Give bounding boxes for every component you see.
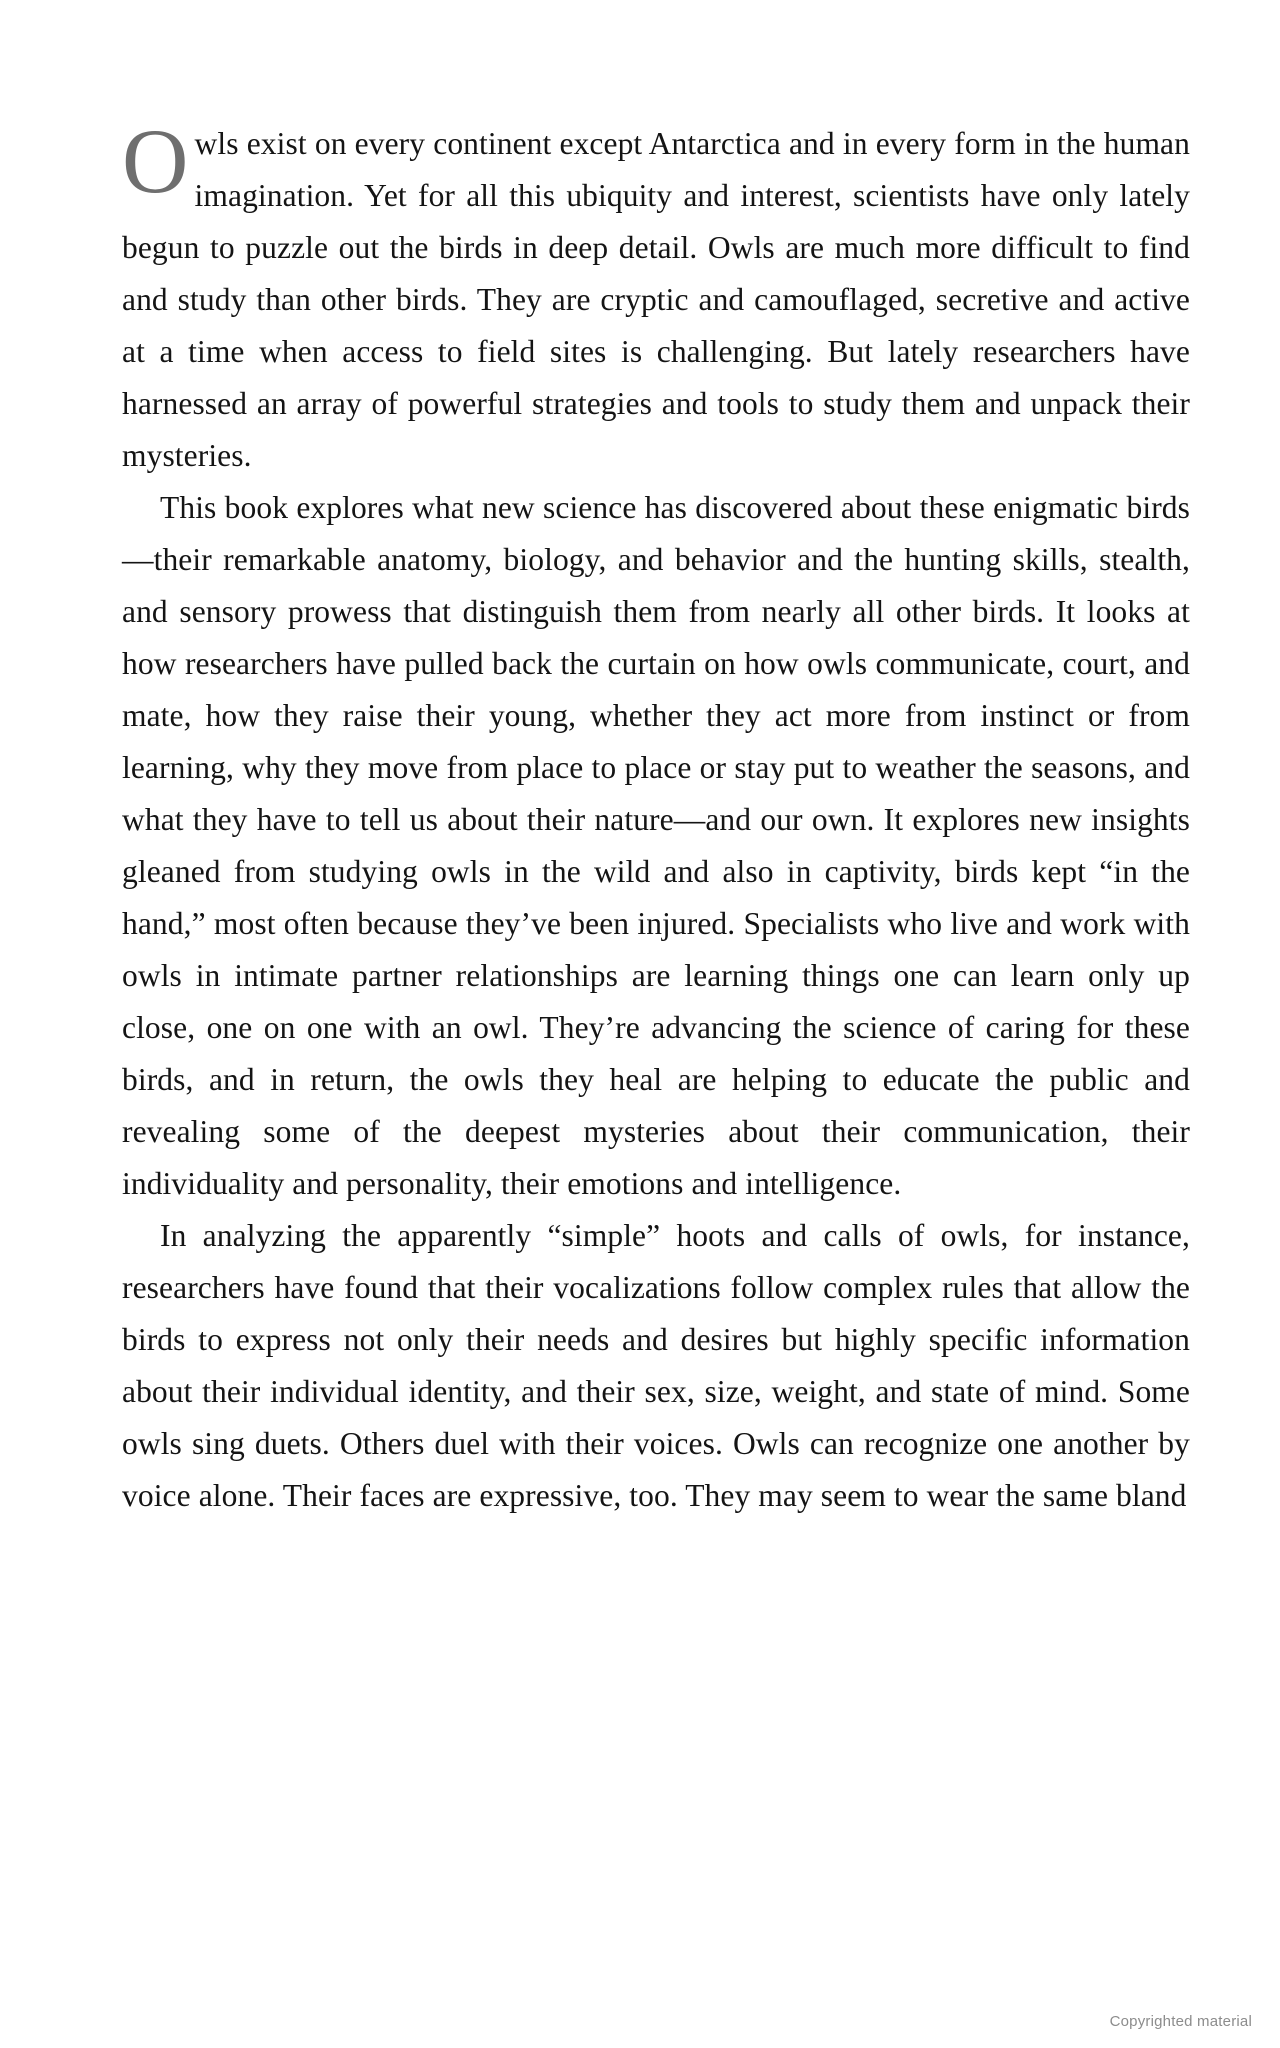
paragraph-1 bbox=[122, 110, 1190, 482]
drop-cap-letter: O bbox=[122, 110, 189, 212]
paragraph-3: In analyzing the apparently “simple” hoots and calls of owls, for instance, researchers have found that their vocalizations follow complex rules that allow the birds to express not only their needs and desires but highly specific information about their individual identity, and their sex, size, weight, and state of mind. Some owls sing duets. Others duel with their voices. Owls can recognize one another by voice alone. Their faces are expressive, too. They may seem to wear the same bland bbox=[122, 1218, 1190, 1513]
page-text-column bbox=[122, 110, 1190, 1522]
copyright-notice: Copyrighted material bbox=[1109, 2013, 1252, 2030]
paragraph-1-text: wls exist on every continent except Antarctica and in every form in the human imagination. Yet for all this ubiquity and interest, scientists have only lately begun to puzzle out the birds in deep detail. Owls are much more difficult to find and study than other birds. They are cryptic and camouflaged, secretive and active at a time when access to field sites is challenging. But lately researchers have harnessed an array of powerful strategies and tools to study them and unpack their mysteries. bbox=[122, 126, 1190, 473]
paragraph-2: This book explores what new science has discovered about these enigmatic birds—their remarkable anatomy, biology, and behavior and the hunting skills, stealth, and sensory prowess that distinguish them from nearly all other birds. It looks at how researchers have pulled back the curtain on how owls communicate, court, and mate, how they raise their young, whether they act more from instinct or from learning, why they move from place to place or stay put to weather the seasons, and what they have to tell us about their nature—and our own. It explores new insights gleaned from studying owls in the wild and also in captivity, birds kept “in the hand,” most often because they’ve been injured. Specialists who live and work with owls in intimate partner relationships are learning things one can learn only up close, one on one with an owl. They’re advancing the science of caring for these birds, and in return, the owls they heal are helping to educate the public and revealing some of the deepest mysteries about their communication, their individuality and personality, their emotions and intelligence. bbox=[122, 490, 1190, 1201]
